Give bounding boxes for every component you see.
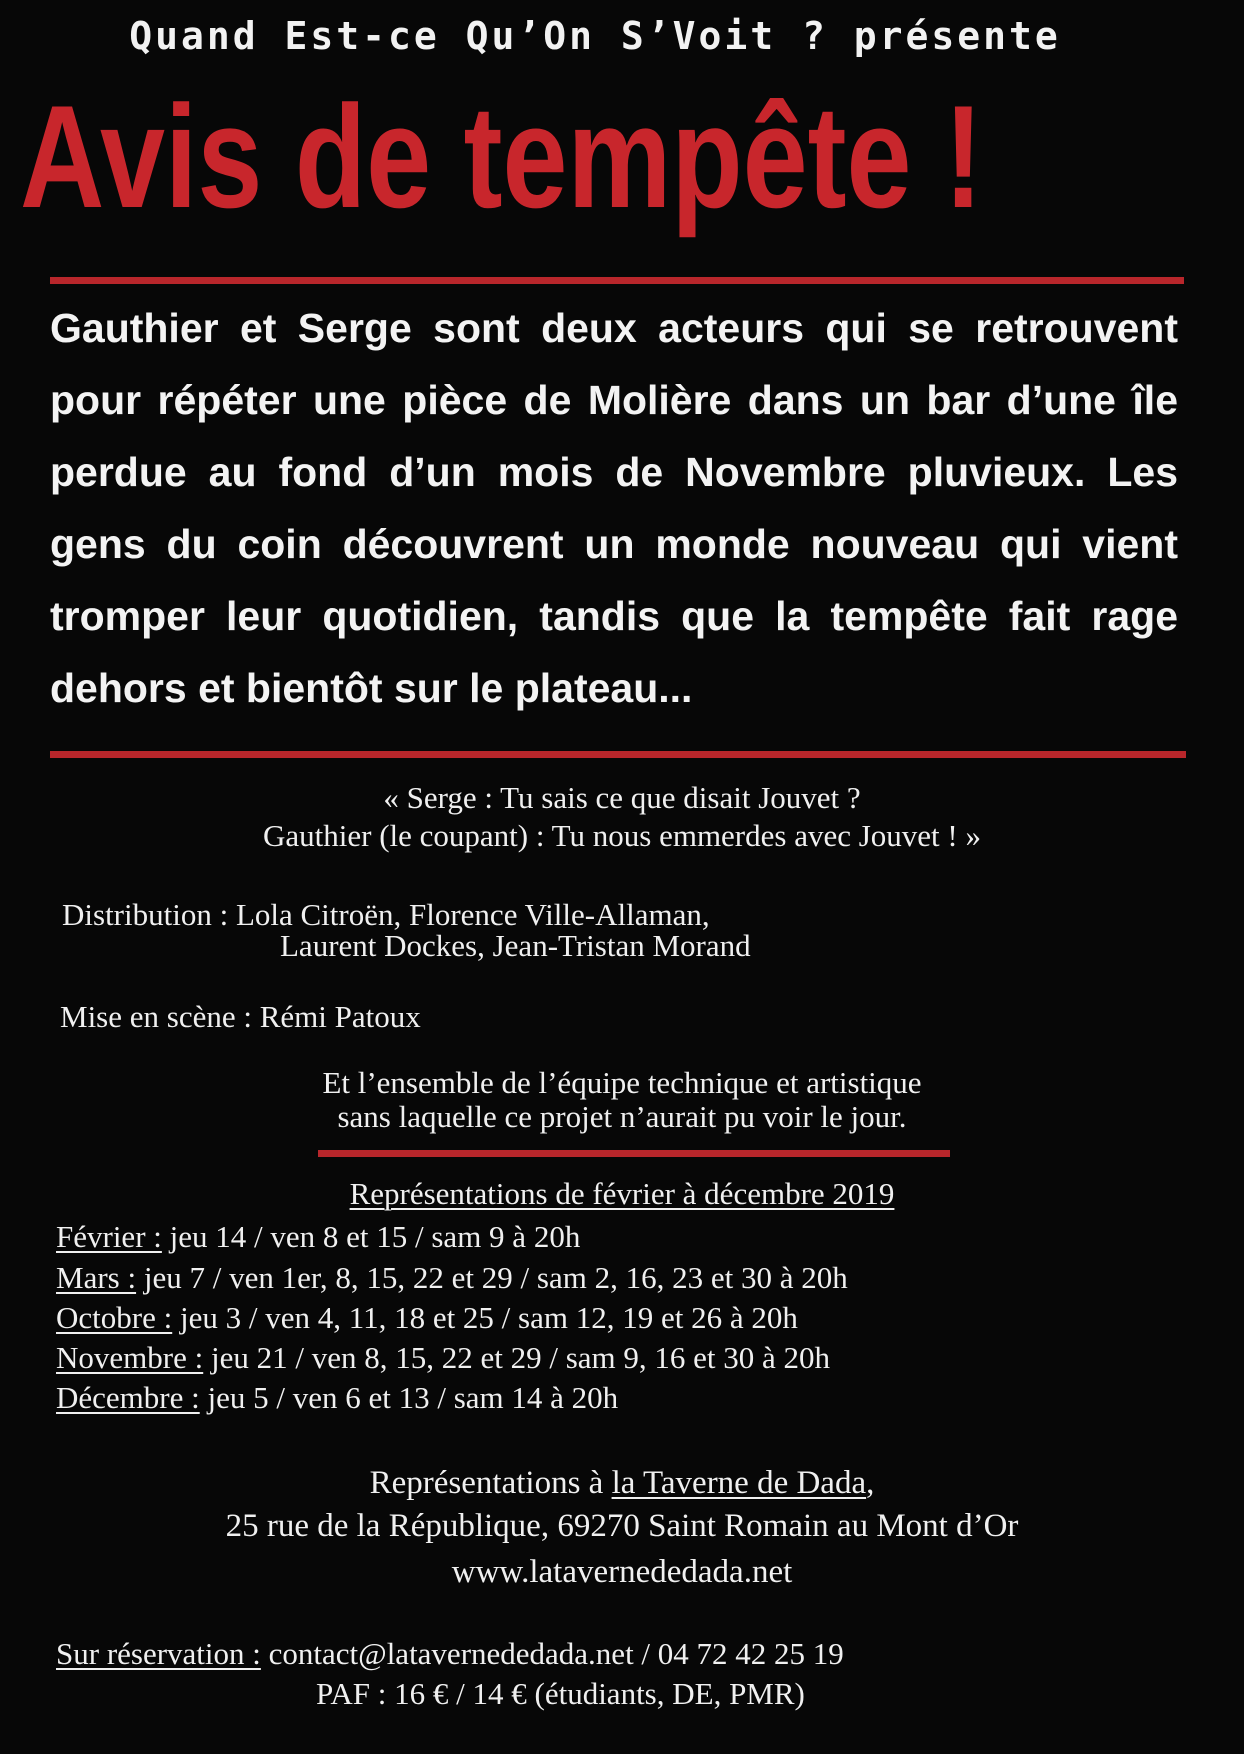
schedule-row	[56, 1218, 580, 1256]
synopsis-line: gens du coin découvrent un monde nouveau qui vient	[50, 521, 1178, 567]
divider-top	[50, 277, 1184, 284]
show-title: Avis de tempête !	[20, 75, 983, 238]
booking-line	[56, 1635, 844, 1673]
schedule-row	[56, 1339, 830, 1377]
schedule-row	[56, 1259, 848, 1297]
synopsis-line: tromper leur quotidien, tandis que la tempête fait rage	[50, 593, 1178, 639]
credits-line: Et l’ensemble de l’équipe technique et artistique	[322, 1065, 922, 1100]
schedule-row	[56, 1379, 618, 1417]
divider-schedule	[318, 1150, 950, 1157]
schedule-dates: jeu 3 / ven 4, 11, 18 et 25 / sam 12, 19 et 26 à 20h	[172, 1300, 798, 1335]
distribution: Distribution : Lola Citroën, Florence Ville-Allaman,	[62, 897, 710, 932]
distribution-cast: Laurent Dockes, Jean-Tristan Morand	[280, 928, 751, 963]
schedule-month: Novembre :	[56, 1340, 204, 1375]
quote-line: « Serge : Tu sais ce que disait Jouvet ?	[383, 780, 861, 815]
synopsis-line: dehors et bientôt sur le plateau...	[50, 665, 693, 711]
schedule-month: Février :	[56, 1219, 162, 1254]
venue-address: 25 rue de la République, 69270 Saint Romain au Mont d’Or	[225, 1508, 1019, 1544]
price-line: PAF : 16 € / 14 € (étudiants, DE, PMR)	[316, 1676, 805, 1711]
booking-label: Sur réservation :	[56, 1636, 261, 1671]
schedule-month: Mars :	[56, 1260, 137, 1295]
venue-line	[0, 1464, 1244, 1502]
presenter-line: Quand Est-ce Qu’On S’Voit ? présente	[129, 14, 1061, 58]
schedule-dates: jeu 21 / ven 8, 15, 22 et 29 / sam 9, 16 et 30 à 20h	[203, 1340, 831, 1375]
synopsis-line: Gauthier et Serge sont deux acteurs qui se retrouvent	[50, 305, 1178, 351]
venue-name: la Taverne de Dada	[611, 1465, 867, 1501]
booking-contact[interactable]: contact@latavernededada.net / 04 72 42 25 19	[260, 1636, 844, 1671]
synopsis-line: perdue au fond d’un mois de Novembre pluvieux. Les	[50, 449, 1178, 495]
schedule-heading: Représentations de février à décembre 2019	[349, 1176, 895, 1211]
schedule-month: Octobre :	[56, 1300, 173, 1335]
quote-line: Gauthier (le coupant) : Tu nous emmerdes avec Jouvet ! »	[263, 818, 981, 853]
venue-prefix: Représentations à	[369, 1465, 612, 1501]
schedule-month: Décembre :	[56, 1380, 200, 1415]
synopsis-line: pour répéter une pièce de Molière dans un bar d’une île	[50, 377, 1178, 423]
schedule-row	[56, 1299, 798, 1337]
venue-website[interactable]: www.latavernededada.net	[451, 1554, 793, 1590]
credits-line: sans laquelle ce projet n’aurait pu voir le jour.	[337, 1099, 907, 1134]
schedule-dates: jeu 7 / ven 1er, 8, 15, 22 et 29 / sam 2, 16, 23 et 30 à 20h	[136, 1260, 848, 1295]
divider-middle	[50, 751, 1186, 758]
venue-suffix: ,	[866, 1465, 875, 1501]
schedule-dates: jeu 14 / ven 8 et 15 / sam 9 à 20h	[161, 1219, 581, 1254]
director: Mise en scène : Rémi Patoux	[60, 999, 421, 1034]
schedule-dates: jeu 5 / ven 6 et 13 / sam 14 à 20h	[199, 1380, 619, 1415]
